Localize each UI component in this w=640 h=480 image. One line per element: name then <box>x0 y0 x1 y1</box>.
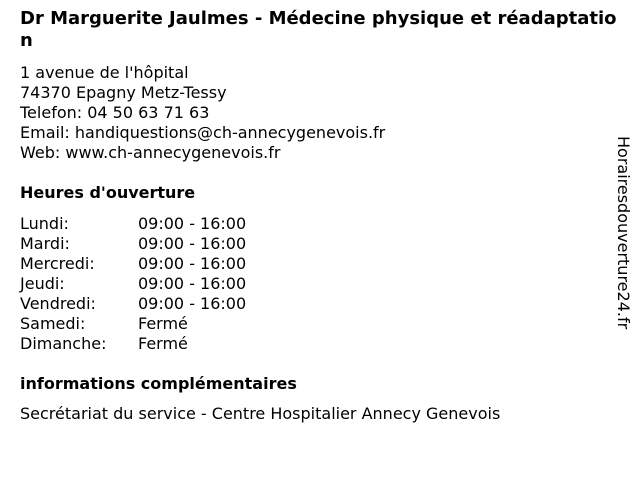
hours-day: Mardi: <box>20 234 70 253</box>
info-text: Secrétariat du service - Centre Hospitalier Annecy Genevois <box>20 404 501 423</box>
hours-day: Samedi: <box>20 314 86 333</box>
phone-number: Telefon: 04 50 63 71 63 <box>20 103 210 122</box>
hours-time: 09:00 - 16:00 <box>138 254 247 273</box>
hours-day: Vendredi: <box>20 294 96 313</box>
page-title: Dr Marguerite Jaulmes - Médecine physique et réadaptation <box>20 8 617 51</box>
hours-day: Mercredi: <box>20 254 95 273</box>
hours-day: Dimanche: <box>20 334 107 353</box>
hours-day: Jeudi: <box>20 274 65 293</box>
hours-day: Lundi: <box>20 214 69 233</box>
hours-time: 09:00 - 16:00 <box>138 294 247 313</box>
address-street: 1 avenue de l'hôpital <box>20 63 189 82</box>
contact-block <box>20 63 385 163</box>
hours-time: 09:00 - 16:00 <box>138 274 247 293</box>
hours-time: 09:00 - 16:00 <box>138 214 247 233</box>
hours-time: Fermé <box>138 314 188 333</box>
website: Web: www.ch-annecygenevois.fr <box>20 143 281 162</box>
hours-time: 09:00 - 16:00 <box>138 234 247 253</box>
hours-heading: Heures d'ouverture <box>20 183 196 202</box>
email-address: Email: handiquestions@ch-annecygenevois.fr <box>20 123 386 142</box>
hours-time: Fermé <box>138 334 188 353</box>
info-heading: informations complémentaires <box>20 374 297 393</box>
address-city: 74370 Epagny Metz-Tessy <box>20 83 227 102</box>
watermark-text: Horairesdouverture24.fr <box>614 136 633 330</box>
